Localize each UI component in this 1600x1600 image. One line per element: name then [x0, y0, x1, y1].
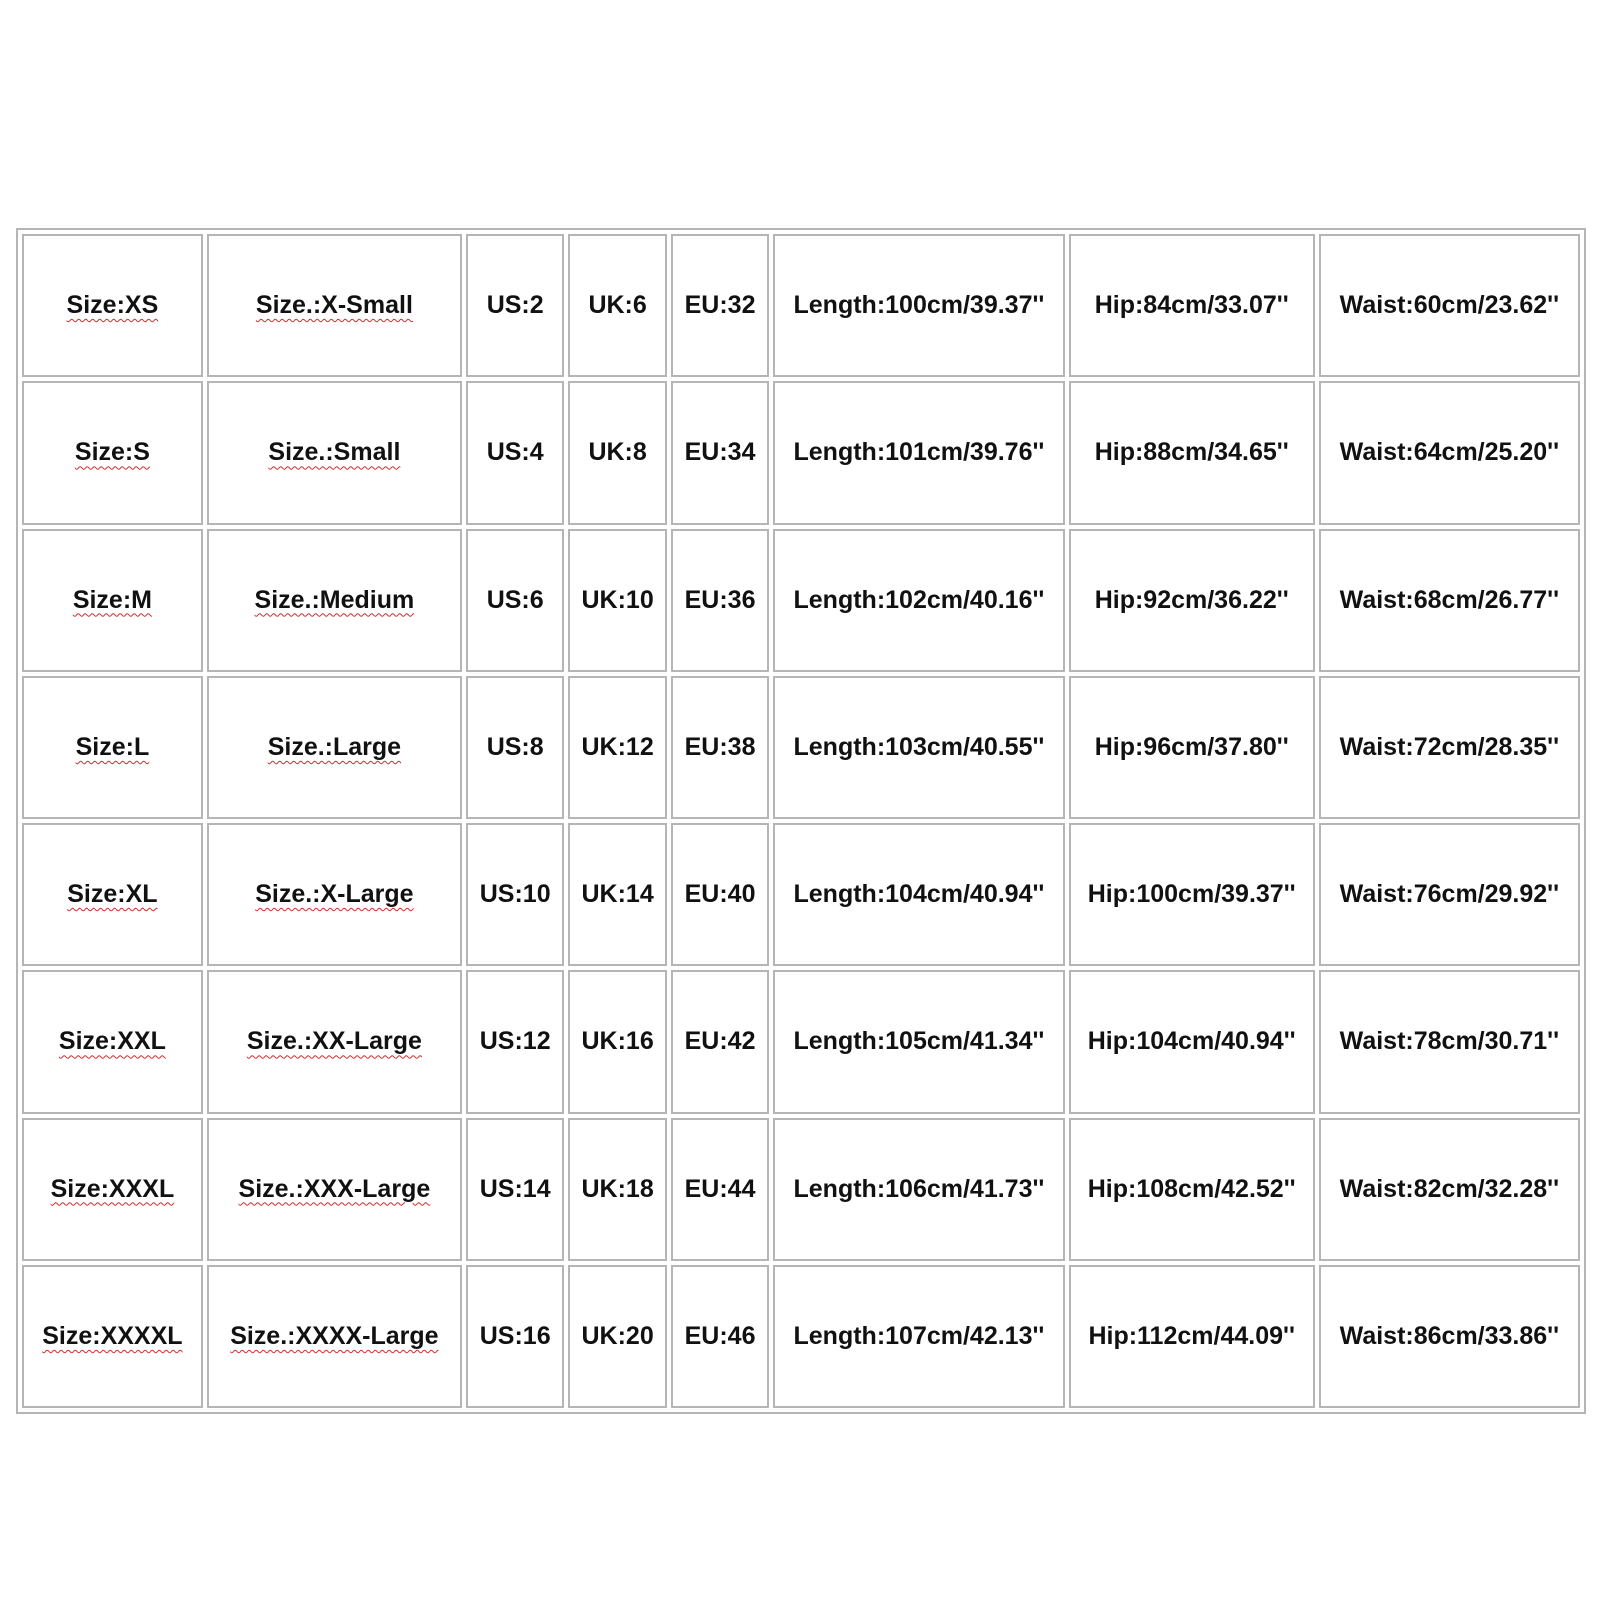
- hip-cell-text: Hip:96cm/37.80'': [1094, 732, 1289, 761]
- waist-cell-text: Waist:60cm/23.62'': [1339, 291, 1560, 320]
- uk-size-cell-text: UK:8: [588, 438, 647, 467]
- uk-size-cell-text: UK:14: [581, 880, 654, 909]
- size-name-cell-text: Size.:X-Small: [255, 291, 413, 320]
- size-name-cell-text: Size.:X-Large: [255, 880, 414, 909]
- size-name-cell: [207, 676, 462, 819]
- length-cell: [773, 381, 1064, 524]
- size-chart-table: [16, 228, 1586, 1414]
- length-cell: [773, 676, 1064, 819]
- length-cell: [773, 529, 1064, 672]
- hip-cell: [1069, 823, 1315, 966]
- size-chart-body: [22, 234, 1580, 1408]
- hip-cell-text: Hip:84cm/33.07'': [1094, 291, 1289, 320]
- uk-size-cell: [568, 1265, 666, 1408]
- length-cell: [773, 1118, 1064, 1261]
- size-name-cell-text: Size.:XXXX-Large: [230, 1321, 439, 1350]
- uk-size-cell-text: UK:12: [581, 732, 654, 761]
- eu-size-cell-text: EU:32: [684, 291, 756, 320]
- us-size-cell-text: US:16: [479, 1321, 551, 1350]
- eu-size-cell: [671, 1118, 769, 1261]
- waist-cell: [1319, 234, 1580, 377]
- size-name-cell: [207, 1118, 462, 1261]
- size-name-cell: [207, 1265, 462, 1408]
- hip-cell-text: Hip:92cm/36.22'': [1094, 585, 1289, 614]
- eu-size-cell-text: EU:34: [684, 438, 756, 467]
- table-row: [22, 823, 1580, 966]
- us-size-cell: [466, 676, 564, 819]
- uk-size-cell-text: UK:16: [581, 1027, 654, 1056]
- uk-size-cell: [568, 1118, 666, 1261]
- eu-size-cell-text: EU:42: [684, 1027, 756, 1056]
- us-size-cell: [466, 1265, 564, 1408]
- uk-size-cell: [568, 676, 666, 819]
- table-row: [22, 1265, 1580, 1408]
- uk-size-cell-text: UK:20: [581, 1321, 654, 1350]
- length-cell-text: Length:102cm/40.16'': [793, 585, 1045, 614]
- eu-size-cell: [671, 529, 769, 672]
- eu-size-cell-text: EU:36: [684, 585, 756, 614]
- us-size-cell-text: US:10: [479, 880, 551, 909]
- us-size-cell-text: US:14: [479, 1174, 551, 1203]
- size-label-cell: [22, 234, 203, 377]
- waist-cell: [1319, 381, 1580, 524]
- size-label-cell-text: Size:XXL: [58, 1027, 166, 1056]
- us-size-cell: [466, 1118, 564, 1261]
- size-label-cell: [22, 1265, 203, 1408]
- hip-cell-text: Hip:104cm/40.94'': [1087, 1027, 1296, 1056]
- size-name-cell: [207, 529, 462, 672]
- uk-size-cell-text: UK:6: [588, 291, 647, 320]
- waist-cell-text: Waist:64cm/25.20'': [1339, 438, 1560, 467]
- size-label-cell-text: Size:M: [72, 585, 152, 614]
- table-row: [22, 381, 1580, 524]
- us-size-cell-text: US:8: [486, 732, 544, 761]
- uk-size-cell: [568, 529, 666, 672]
- size-label-cell: [22, 1118, 203, 1261]
- size-name-cell: [207, 823, 462, 966]
- eu-size-cell-text: EU:46: [684, 1321, 756, 1350]
- length-cell-text: Length:100cm/39.37'': [793, 291, 1045, 320]
- size-label-cell-text: Size:S: [74, 438, 150, 467]
- uk-size-cell: [568, 234, 666, 377]
- size-label-cell: [22, 823, 203, 966]
- us-size-cell-text: US:2: [486, 291, 544, 320]
- size-label-cell-text: Size:XXXXL: [42, 1321, 183, 1350]
- waist-cell-text: Waist:68cm/26.77'': [1339, 585, 1560, 614]
- us-size-cell: [466, 823, 564, 966]
- length-cell-text: Length:101cm/39.76'': [793, 438, 1045, 467]
- hip-cell-text: Hip:112cm/44.09'': [1088, 1321, 1295, 1350]
- us-size-cell: [466, 970, 564, 1113]
- hip-cell-text: Hip:88cm/34.65'': [1094, 438, 1289, 467]
- hip-cell-text: Hip:108cm/42.52'': [1087, 1174, 1296, 1203]
- size-label-cell-text: Size:L: [75, 732, 150, 761]
- eu-size-cell-text: EU:44: [684, 1174, 756, 1203]
- size-name-cell-text: Size.:Medium: [254, 585, 415, 614]
- table-row: [22, 1118, 1580, 1261]
- table-row: [22, 676, 1580, 819]
- uk-size-cell: [568, 381, 666, 524]
- uk-size-cell-text: UK:18: [581, 1174, 654, 1203]
- size-name-cell-text: Size.:Large: [267, 732, 402, 761]
- table-row: [22, 970, 1580, 1113]
- size-label-cell: [22, 970, 203, 1113]
- eu-size-cell-text: EU:38: [684, 732, 756, 761]
- hip-cell: [1069, 970, 1315, 1113]
- table-row: [22, 529, 1580, 672]
- waist-cell-text: Waist:72cm/28.35'': [1339, 732, 1560, 761]
- hip-cell: [1069, 529, 1315, 672]
- us-size-cell: [466, 234, 564, 377]
- eu-size-cell: [671, 234, 769, 377]
- eu-size-cell: [671, 676, 769, 819]
- waist-cell: [1319, 676, 1580, 819]
- waist-cell: [1319, 970, 1580, 1113]
- waist-cell-text: Waist:86cm/33.86'': [1339, 1321, 1560, 1350]
- us-size-cell: [466, 529, 564, 672]
- waist-cell: [1319, 1118, 1580, 1261]
- length-cell: [773, 234, 1064, 377]
- uk-size-cell-text: UK:10: [581, 585, 654, 614]
- length-cell-text: Length:104cm/40.94'': [793, 880, 1045, 909]
- hip-cell: [1069, 676, 1315, 819]
- size-name-cell-text: Size.:Small: [268, 438, 401, 467]
- uk-size-cell: [568, 970, 666, 1113]
- waist-cell: [1319, 529, 1580, 672]
- eu-size-cell: [671, 823, 769, 966]
- size-name-cell-text: Size.:XX-Large: [246, 1027, 422, 1056]
- size-name-cell: [207, 970, 462, 1113]
- eu-size-cell: [671, 1265, 769, 1408]
- length-cell: [773, 970, 1064, 1113]
- us-size-cell-text: US:4: [486, 438, 544, 467]
- waist-cell: [1319, 823, 1580, 966]
- hip-cell: [1069, 1265, 1315, 1408]
- size-name-cell-text: Size.:XXX-Large: [238, 1174, 431, 1203]
- eu-size-cell: [671, 381, 769, 524]
- length-cell-text: Length:107cm/42.13'': [793, 1321, 1045, 1350]
- size-name-cell: [207, 381, 462, 524]
- size-label-cell-text: Size:XL: [67, 880, 158, 909]
- waist-cell: [1319, 1265, 1580, 1408]
- length-cell: [773, 1265, 1064, 1408]
- uk-size-cell: [568, 823, 666, 966]
- hip-cell: [1069, 381, 1315, 524]
- size-label-cell-text: Size:XS: [66, 291, 159, 320]
- length-cell-text: Length:103cm/40.55'': [793, 732, 1045, 761]
- length-cell: [773, 823, 1064, 966]
- size-label-cell: [22, 381, 203, 524]
- size-name-cell: [207, 234, 462, 377]
- table-row: [22, 234, 1580, 377]
- length-cell-text: Length:106cm/41.73'': [793, 1174, 1045, 1203]
- size-label-cell: [22, 529, 203, 672]
- size-label-cell: [22, 676, 203, 819]
- waist-cell-text: Waist:78cm/30.71'': [1339, 1027, 1560, 1056]
- us-size-cell-text: US:6: [486, 585, 544, 614]
- hip-cell-text: Hip:100cm/39.37'': [1087, 880, 1296, 909]
- us-size-cell-text: US:12: [479, 1027, 551, 1056]
- length-cell-text: Length:105cm/41.34'': [793, 1027, 1045, 1056]
- waist-cell-text: Waist:76cm/29.92'': [1339, 880, 1560, 909]
- hip-cell: [1069, 234, 1315, 377]
- size-label-cell-text: Size:XXXL: [50, 1174, 175, 1203]
- waist-cell-text: Waist:82cm/32.28'': [1339, 1174, 1560, 1203]
- hip-cell: [1069, 1118, 1315, 1261]
- eu-size-cell-text: EU:40: [684, 880, 756, 909]
- eu-size-cell: [671, 970, 769, 1113]
- us-size-cell: [466, 381, 564, 524]
